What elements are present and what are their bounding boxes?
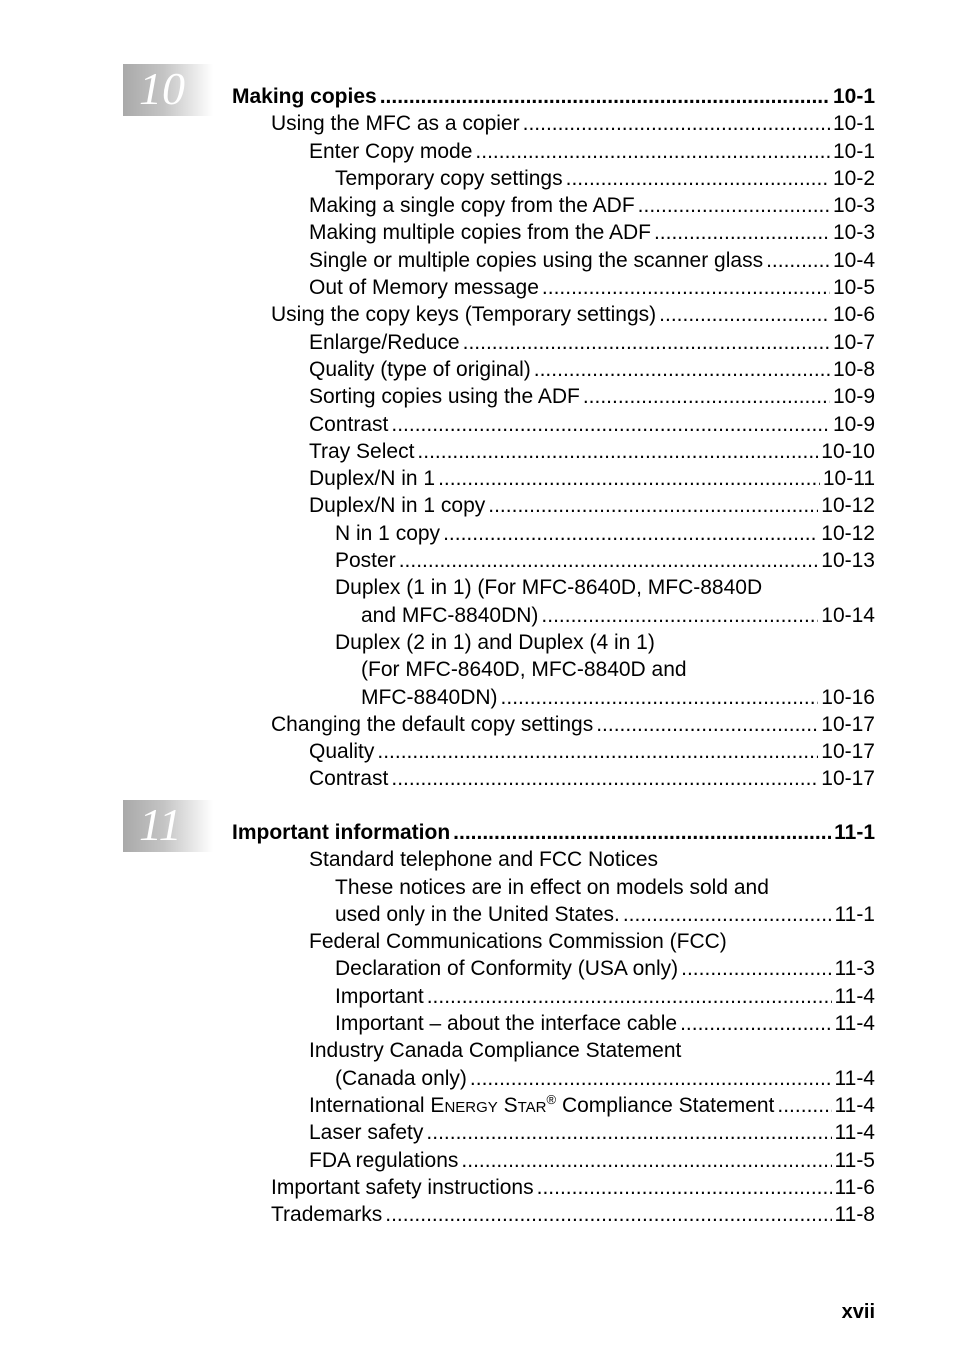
toc-entry-page: 10-10	[821, 439, 875, 463]
leader-dots	[385, 1201, 831, 1228]
toc-entry-title: used only in the United States.	[335, 902, 620, 926]
toc-entry-page: 10-2	[832, 166, 875, 190]
toc-entry-title: These notices are in effect on models sold and	[335, 875, 769, 899]
toc-entry-page: 10-7	[832, 330, 875, 354]
toc-entry-page: 11-4	[834, 1093, 875, 1117]
leader-dots	[541, 602, 818, 629]
leader-dots	[534, 356, 830, 383]
toc-chapter-10	[232, 83, 875, 793]
toc-entry[interactable]	[232, 602, 875, 629]
toc-entry-title: (Canada only)	[335, 1066, 467, 1090]
toc-entry[interactable]	[232, 738, 875, 765]
leader-dots	[596, 711, 818, 738]
toc-entry-line[interactable]	[232, 656, 875, 683]
leader-dots	[443, 520, 818, 547]
toc-entry-page: 10-11	[822, 467, 875, 491]
toc-entry[interactable]	[232, 1010, 875, 1037]
toc-entry[interactable]	[232, 411, 875, 438]
toc-entry[interactable]	[232, 547, 875, 574]
toc-entry-page: 10-14	[821, 603, 875, 627]
toc-entry-page: 10-17	[821, 740, 875, 764]
toc-entry[interactable]	[232, 301, 875, 328]
toc-entry-line[interactable]	[232, 574, 875, 601]
leader-dots	[438, 465, 820, 492]
toc-entry[interactable]	[232, 438, 875, 465]
toc-entry[interactable]	[232, 955, 875, 982]
chapter-11-tab	[123, 800, 213, 852]
toc-entry-title: Important safety instructions	[271, 1175, 534, 1199]
toc-entry-title: and MFC-8840DN)	[361, 603, 539, 627]
toc-entry-title: Important – about the interface cable	[335, 1012, 678, 1036]
toc-entry[interactable]	[232, 711, 875, 738]
leader-dots	[426, 1119, 831, 1146]
toc-entry-title: Duplex/N in 1	[309, 467, 436, 491]
toc-entry-title: Declaration of Conformity (USA only)	[335, 957, 679, 981]
leader-dots	[542, 274, 830, 301]
toc-entry-title: Making a single copy from the ADF	[309, 194, 635, 218]
toc-entry-page: 11-1	[834, 902, 875, 926]
toc-entry-title: Duplex/N in 1 copy	[309, 494, 486, 518]
toc-chapter-11	[232, 819, 875, 1228]
toc-entry-title: Sorting copies using the ADF	[309, 385, 580, 409]
leader-dots	[377, 738, 818, 765]
toc-entry[interactable]	[232, 83, 875, 110]
page-number: xvii	[841, 1301, 875, 1323]
title-part: Compliance Statement	[556, 1093, 775, 1117]
toc-entry-page: 11-8	[834, 1203, 875, 1227]
toc-entry-page: 10-1	[832, 139, 875, 163]
leader-dots	[523, 110, 830, 137]
toc-entry-page: 11-6	[834, 1175, 875, 1199]
toc-entry-line[interactable]	[232, 1037, 875, 1064]
toc-entry-title: Trademarks	[271, 1203, 383, 1227]
toc-entry[interactable]	[232, 110, 875, 137]
toc-entry-page: 11-5	[834, 1148, 875, 1172]
chapter-number: 10	[139, 63, 185, 114]
toc-entry-title: Temporary copy settings	[335, 166, 563, 190]
toc-entry-title: Federal Communications Commission (FCC)	[309, 930, 727, 954]
toc-entry-title: MFC-8840DN)	[361, 685, 498, 709]
toc-entry[interactable]	[232, 1201, 875, 1228]
toc-entry[interactable]	[232, 1147, 875, 1174]
toc-entry[interactable]	[232, 492, 875, 519]
toc-entry-title: Duplex (2 in 1) and Duplex (4 in 1)	[335, 630, 655, 654]
toc-entry[interactable]	[232, 1092, 875, 1119]
toc-entry[interactable]	[232, 192, 875, 219]
title-part: International E	[309, 1093, 445, 1117]
toc-entry[interactable]	[232, 383, 875, 410]
toc-entry[interactable]	[232, 901, 875, 928]
toc-entry-page: 11-4	[834, 1066, 875, 1090]
toc-entry-page: 11-1	[834, 821, 875, 844]
toc-entry-title: Contrast	[309, 412, 389, 436]
toc-entry-page: 10-17	[821, 712, 875, 736]
toc-entry-title: Industry Canada Compliance Statement	[309, 1039, 682, 1063]
toc-entry-title: Duplex (1 in 1) (For MFC-8640D, MFC-8840D	[335, 576, 763, 600]
toc-entry[interactable]	[232, 219, 875, 246]
toc-entry-page: 10-5	[832, 276, 875, 300]
toc-entry[interactable]	[232, 138, 875, 165]
toc-entry-title: Changing the default copy settings	[271, 712, 594, 736]
toc-entry[interactable]	[232, 1174, 875, 1201]
leader-dots	[391, 411, 830, 438]
toc-entry-page: 10-9	[832, 412, 875, 436]
toc-entry-title: Tray Select	[309, 439, 415, 463]
leader-dots	[427, 983, 832, 1010]
toc-entry-title: Making copies	[232, 85, 377, 108]
leader-dots	[654, 219, 830, 246]
toc-entry-title: Quality	[309, 740, 375, 764]
toc-entry-title: Using the copy keys (Temporary settings)	[271, 303, 657, 327]
toc-entry-title: Important information	[232, 821, 451, 844]
leader-dots	[638, 192, 830, 219]
leader-dots	[475, 138, 830, 165]
toc-entry-title: Contrast	[309, 767, 389, 791]
toc-entry-page: 10-3	[832, 221, 875, 245]
leader-dots	[777, 1092, 831, 1119]
toc-entry-page: 10-12	[821, 494, 875, 518]
toc-entry-line[interactable]	[232, 846, 875, 873]
toc-entry-page: 11-4	[834, 984, 875, 1008]
toc-entry-page: 10-13	[821, 549, 875, 573]
toc-entry[interactable]	[232, 274, 875, 301]
toc-entry-page: 10-9	[832, 385, 875, 409]
toc-entry[interactable]	[232, 1119, 875, 1146]
toc-entry-page: 10-6	[832, 303, 875, 327]
toc-entry-line[interactable]	[232, 928, 875, 955]
title-smallcaps: TAR	[517, 1098, 547, 1116]
toc-entry-page: 10-3	[832, 194, 875, 218]
toc-entry-title: Standard telephone and FCC Notices	[309, 848, 659, 872]
toc-entry-title: FDA regulations	[309, 1148, 459, 1172]
toc-entry-page: 10-16	[821, 685, 875, 709]
toc-entry-title: (For MFC-8640D, MFC-8840D and	[361, 658, 687, 682]
leader-dots	[488, 492, 818, 519]
leader-dots	[470, 1065, 832, 1092]
toc-entry-page: 10-1	[832, 85, 875, 108]
toc-entry[interactable]	[232, 165, 875, 192]
toc-entry-line[interactable]	[232, 874, 875, 901]
toc-entry-title: Out of Memory message	[309, 276, 539, 300]
title-part: S	[497, 1093, 518, 1117]
leader-dots	[501, 684, 819, 711]
toc-entry-title: Enter Copy mode	[309, 139, 473, 163]
toc-entry-title: Laser safety	[309, 1121, 424, 1145]
toc-entry-title: N in 1 copy	[335, 521, 441, 545]
toc-entry[interactable]	[232, 465, 875, 492]
toc-entry-page: 10-4	[832, 248, 875, 272]
chapter-10-tab	[123, 64, 213, 116]
toc-entry-title: Enlarge/Reduce	[309, 330, 460, 354]
leader-dots	[399, 547, 819, 574]
registered-mark: ®	[546, 1091, 557, 1107]
leader-dots	[681, 955, 831, 982]
toc-entry-title: Poster	[335, 549, 396, 573]
toc-entry-line[interactable]	[232, 629, 875, 656]
toc-entry-title	[309, 1092, 777, 1121]
toc-entry-title: Using the MFC as a copier	[271, 112, 520, 136]
leader-dots	[380, 83, 830, 110]
toc-entry-page: 10-8	[832, 357, 875, 381]
toc-entry[interactable]	[232, 983, 875, 1010]
toc-entry[interactable]	[232, 520, 875, 547]
toc-entry[interactable]	[232, 819, 875, 846]
leader-dots	[566, 165, 830, 192]
toc-entry-title: Making multiple copies from the ADF	[309, 221, 651, 245]
toc-entry-page: 11-3	[834, 957, 875, 981]
leader-dots	[453, 819, 831, 846]
toc-entry-title: Important	[335, 984, 424, 1008]
leader-dots	[680, 1010, 831, 1037]
leader-dots	[463, 329, 830, 356]
leader-dots	[623, 901, 832, 928]
leader-dots	[659, 301, 830, 328]
leader-dots	[461, 1147, 831, 1174]
title-smallcaps: NERGY	[444, 1098, 498, 1116]
leader-dots	[537, 1174, 832, 1201]
toc-entry-title: Single or multiple copies using the scanner glass	[309, 248, 764, 272]
leader-dots	[583, 383, 830, 410]
toc-entry[interactable]	[232, 329, 875, 356]
toc-entry[interactable]	[232, 247, 875, 274]
leader-dots	[391, 765, 818, 792]
toc-entry[interactable]	[232, 765, 875, 792]
toc-entry-page: 11-4	[834, 1012, 875, 1036]
toc-entry-page: 10-1	[832, 112, 875, 136]
leader-dots	[417, 438, 818, 465]
toc-entry[interactable]	[232, 684, 875, 711]
toc-entry[interactable]	[232, 1065, 875, 1092]
toc-entry-page: 10-17	[821, 767, 875, 791]
toc-entry[interactable]	[232, 356, 875, 383]
leader-dots	[766, 247, 830, 274]
toc-entry-page: 11-4	[834, 1121, 875, 1145]
chapter-number: 11	[139, 799, 182, 850]
toc-entry-title: Quality (type of original)	[309, 357, 531, 381]
toc-entry-page: 10-12	[821, 521, 875, 545]
